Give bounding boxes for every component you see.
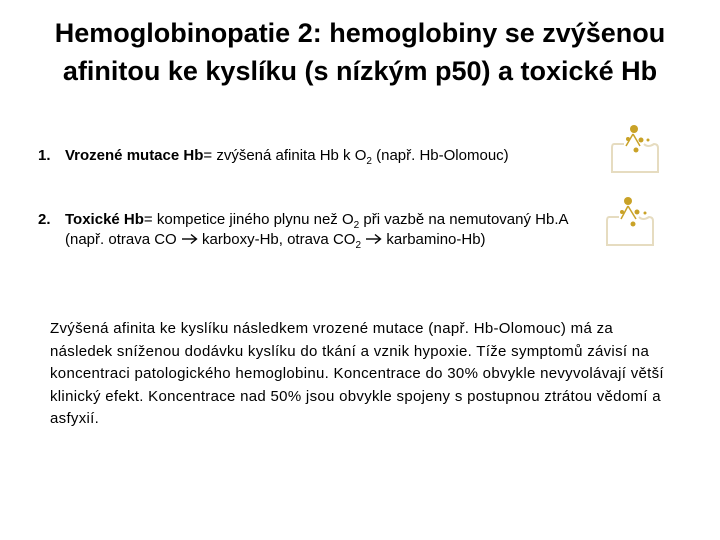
term-vrozene-mutace: Vrozené mutace Hb bbox=[65, 147, 204, 164]
hemoglobin-binding-icon bbox=[608, 122, 664, 176]
item2-text-d: karbamino-Hb) bbox=[382, 231, 486, 248]
title-line-2: afinitou ke kyslíku (s nízkým p50) a toxické Hb bbox=[62, 56, 658, 86]
list-text-2 bbox=[65, 210, 590, 250]
right-arrow-icon bbox=[365, 233, 382, 245]
item2-subscript-2: 2 bbox=[355, 240, 362, 251]
list-number-2: 2. bbox=[38, 211, 51, 228]
list-number-1: 1. bbox=[38, 147, 51, 164]
item1-subscript: 2 bbox=[366, 156, 372, 167]
title-line-1: Hemoglobinopatie 2: hemoglobiny se zvýšenou bbox=[54, 18, 666, 48]
item2-text-c: karboxy-Hb, otrava CO bbox=[197, 231, 356, 248]
item2-subscript-1: 2 bbox=[353, 220, 360, 231]
right-arrow-icon bbox=[181, 233, 198, 245]
item2-text-a: = kompetice jiného plynu než O bbox=[143, 211, 354, 228]
page-title bbox=[20, 14, 700, 90]
item1-text-a: = zvýšená afinita Hb k O bbox=[203, 147, 367, 164]
body-paragraph: Zvýšená afinita ke kyslíku následkem vrozené mutace (např. Hb-Olomouc) má za následek sníženou dodávku kyslíku do tkání a vznik hypoxie. Tíže symptomů závisí na koncentraci patologického hemoglobinu. Koncentrace do 30% obvykle nevyvolávají větší klinický efekt. Koncentrace nad 50% jsou obvykle spojeny s postupnou ztrátou vědomí a asfyxií. bbox=[50, 320, 664, 427]
item1-text-b: (např. Hb-Olomouc) bbox=[371, 147, 509, 164]
hemoglobin-binding-icon bbox=[603, 193, 659, 249]
list-text-1 bbox=[65, 146, 595, 166]
item2-text-b: při vazbě na nemutovaný Hb.A (např. otrava CO bbox=[65, 211, 568, 248]
term-toxicke-hb: Toxické Hb bbox=[65, 211, 144, 228]
